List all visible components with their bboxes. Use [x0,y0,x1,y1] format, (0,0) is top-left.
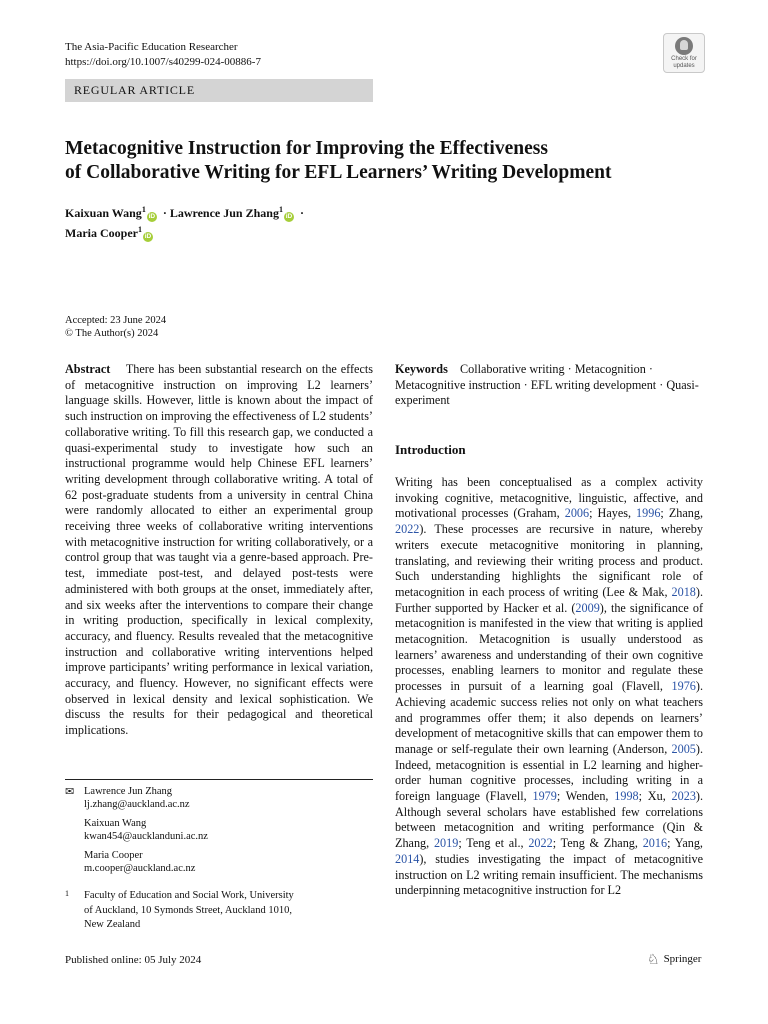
citation-link[interactable]: 2016 [642,836,668,851]
author-name[interactable]: Lawrence Jun Zhang [169,206,279,220]
correspondent-email[interactable]: m.cooper@auckland.ac.nz [84,863,196,874]
check-for-updates-badge[interactable] [663,33,705,73]
author-affiliation-mark: 1 [141,205,146,214]
citation-link[interactable]: 2006 [564,506,590,521]
intro-text: ). Further supported by Hacker et al. ( [395,584,703,615]
correspondent-name: Kaixuan Wang [84,818,147,829]
abstract-section [65,362,373,739]
introduction-heading: Introduction [395,442,466,457]
correspondent-email[interactable]: kwan454@aucklanduni.ac.nz [84,831,208,842]
title-line-1: Metacognitive Instruction for Improving the Effectiveness [65,138,548,159]
affiliation [84,889,324,933]
abstract-text: There has been substantial research on the effects of metacognitive instruction on improving L2 learners’ language skills. However, little is known about the impact of such instruction on improving the effectiveness of L2 students’ collaborative writing. To fill this research gap, we conducted a quasi-experimental study to investigate how such an instructional programme would help Chinese EFL learners’ writing development through collaborative writing. A total of 62 post-graduate students from a university in central China were randomly allocated to either an experimental group receiving three weeks of collaborative writing interventions with metacognitive instruction for writing collaboratively, or a control group that was taught via a genre-based approach. Pre-test, immediate post-test, and delayed post-tests were administered with both groups at the onset, immediately after, and six weeks after the interventions to compare their change in writing production, specifically in lexical complexity, accuracy, and fluency. Results revealed that the metacognitive instruction and collaborative writing interventions helped improve participants’ writing performance in lexical variation, accuracy, and fluency. However, no significant effects were observed in lexical density and lexical sophistication. We discuss the results for their pedagogical and theoretical implications. [65,362,373,738]
citation-link[interactable]: 2022 [528,836,553,851]
citation-link[interactable]: 1976 [671,679,696,694]
citation-link[interactable]: 2018 [671,584,696,599]
intro-text: ; Teng & Zhang, [552,836,643,851]
author-separator: · [159,206,167,220]
citation-link[interactable]: 2005 [671,741,696,756]
intro-text: Writing has been conceptualised as a complex activity invoking cognitive, metacognitive, linguistic, affective, and motivational processes (Graham, [395,475,703,521]
intro-text: ). These processes are recursive in nature, whereby writers execute metacognitive monitoring in planning, translating, and reviewing their writing process and product. Such understanding highlights the significant role of metacognition in each process of writing (Lee & Mak, [395,522,703,599]
citation-link[interactable]: 2023 [671,789,696,804]
affiliation-line: of Auckland, 10 Symonds Street, Auckland 1010, [84,904,292,916]
correspondent-name: Maria Cooper [84,850,143,861]
author-list [65,202,485,242]
correspondence-block [84,785,374,875]
keywords-text: Collaborative writing · Metacognition · Metacognitive instruction · EFL writing development · Quasi-experiment [395,362,699,408]
orcid-icon[interactable]: iD [148,213,156,220]
springer-horse-icon: ♘ [647,953,660,968]
orcid-icon[interactable]: iD [144,233,152,240]
abstract-label: Abstract [65,362,111,376]
orcid-icon[interactable]: iD [285,213,293,220]
citation-link[interactable]: 2009 [575,600,600,615]
published-date: Published online: 05 July 2024 [65,954,202,966]
author-affiliation-mark: 1 [278,205,283,214]
journal-header [65,40,261,70]
journal-name: The Asia-Pacific Education Researcher [65,41,238,53]
keywords-label: Keywords [395,362,448,376]
introduction-body [395,475,703,899]
copyright-notice: © The Author(s) 2024 [65,328,159,339]
affiliation-number: 1 [65,889,69,898]
crossmark-icon [675,37,693,55]
doi-link[interactable]: https://doi.org/10.1007/s40299-024-00886-7 [65,56,261,68]
author-affiliation-mark: 1 [137,225,142,234]
author-name[interactable]: Maria Cooper [65,226,138,240]
footnote-divider [65,779,373,780]
article-title [65,137,705,185]
affiliation-line: Faculty of Education and Social Work, University [84,890,294,901]
intro-text: ; Wenden, [556,789,615,804]
author-name[interactable]: Kaixuan Wang [65,206,142,220]
intro-text: ; Teng et al., [458,836,529,851]
correspondent-email[interactable]: lj.zhang@auckland.ac.nz [84,799,190,810]
title-line-2: of Collaborative Writing for EFL Learners’ Writing Development [65,162,612,183]
keywords-section [395,362,703,409]
intro-text: ). Although several scholars have established few correlations between metacognition and writing performance (Qin & Zhang, [395,789,704,851]
correspondent-name: Lawrence Jun Zhang [84,786,173,797]
intro-text: ). Indeed, metacognition is essential in L2 learning and higher-order human cognitive processes, including writing in a foreign language (Flavell, [395,741,703,804]
intro-text: ; Yang, [667,836,703,851]
intro-text: ), the significance of metacognition is manifested in the view that writing is applied metacognition. Metacognition is usually understood as learners’ awareness and understanding of their own cognitive processes, enabling learners to monitor and regulate these processes in pursuit of a learning goal (Flavell, [395,600,703,694]
accepted-date: Accepted: 23 June 2024 [65,315,167,326]
article-type-banner: REGULAR ARTICLE [65,79,373,102]
citation-link[interactable]: 2019 [433,836,459,851]
intro-text: ; Hayes, [589,506,637,521]
envelope-icon: ✉ [65,786,75,798]
citation-link[interactable]: 1979 [532,789,557,804]
intro-text: ). Achieving academic success relies not only on what teachers and programmes offer them; it also depends on learners’ development of metacognitive skills that can empower them to manage or self-regulate their own learning (Anderson, [395,679,703,756]
citation-link[interactable]: 2014 [395,851,420,866]
intro-text: ), studies investigating the impact of metacognitive instruction on L2 writing remain insufficient. The mechanisms underpinning metacognitive instruction for L2 [395,851,703,898]
crossmark-label: Check for updates [671,56,697,69]
article-dates [65,314,166,340]
author-separator: · [296,206,304,220]
citation-link[interactable]: 2022 [395,522,420,537]
affiliation-line: New Zealand [84,919,141,930]
intro-text: ; Xu, [638,789,672,804]
intro-text: ; Zhang, [660,506,704,521]
citation-link[interactable]: 1996 [636,506,661,521]
publisher-logo [647,952,701,969]
publisher-name: Springer [663,953,702,965]
citation-link[interactable]: 1998 [614,789,639,804]
